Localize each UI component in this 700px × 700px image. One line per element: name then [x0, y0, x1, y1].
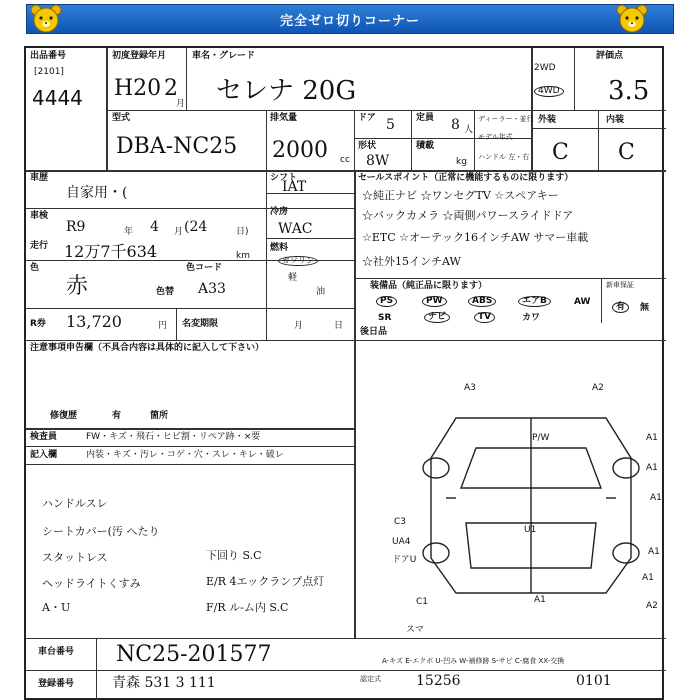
remark-line: スタットレス	[42, 551, 108, 564]
entry-label: 記入欄	[30, 450, 58, 460]
first-reg-month: 2	[164, 76, 178, 101]
day-unit: 日)	[236, 227, 249, 237]
equip-abs: ABS	[468, 296, 496, 307]
capacity-label: 定員	[416, 113, 435, 123]
shift-value: IAT	[282, 179, 307, 195]
equip-navi: ナビ	[424, 312, 450, 323]
mileage-value: 12万7千634	[64, 242, 158, 261]
shape-value: 8W	[366, 153, 390, 169]
repair-has: 有	[112, 411, 122, 421]
lot-code: [2101]	[34, 67, 64, 77]
doors-value: 5	[386, 117, 395, 133]
damage-mark: A1	[650, 493, 662, 503]
equip-airbag: エアB	[518, 296, 551, 307]
lot-number: 4444	[32, 86, 83, 110]
damage-mark: A2	[646, 601, 658, 611]
dealer-label: ディーラー・並行	[478, 115, 534, 123]
grade-label: 評価点	[596, 51, 624, 61]
sale-point-line: ☆ETC ☆オーテック16インチAW サマー車載	[362, 231, 589, 244]
damage-mark: A1	[648, 547, 660, 557]
shape-label: 形状	[358, 141, 377, 151]
fuel-gas: ガソリン	[278, 256, 318, 266]
exterior-grade: C	[552, 140, 569, 165]
shift-label: シフト	[270, 173, 298, 183]
chassis-number: NC25-201577	[116, 642, 272, 667]
fuel-oil: 油	[316, 287, 326, 297]
displacement-label: 排気量	[270, 113, 298, 123]
name-change-day: 日	[334, 321, 344, 331]
damage-mark: P/W	[532, 433, 550, 443]
damage-mark: A2	[592, 383, 604, 393]
damage-mark: ドアU	[392, 555, 417, 565]
handle-label: ハンドル 左・右	[478, 153, 530, 161]
first-reg-label: 初度登録年月	[112, 51, 167, 61]
bear-mascot-icon	[28, 2, 64, 38]
equipment-label: 装備品（純正品に限ります）	[370, 281, 488, 291]
model-label: 型式	[112, 113, 131, 123]
equip-tv: TV	[474, 312, 495, 323]
remark-line: ヘッドライトくすみ	[42, 577, 141, 590]
kg-unit: kg	[456, 157, 467, 167]
interior-label: 内装	[606, 115, 625, 125]
damage-mark: A1	[646, 433, 658, 443]
capacity-value: 8	[451, 117, 460, 133]
damage-mark: C1	[416, 597, 429, 607]
fuel-label: 燃料	[270, 243, 289, 253]
equip-ps: PS	[376, 296, 397, 307]
month-unit: 月	[176, 99, 186, 109]
recognition-number: 15256	[416, 673, 461, 689]
damage-mark: A1	[534, 595, 546, 605]
damage-mark: A1	[642, 573, 654, 583]
fuel-light: 軽	[288, 273, 298, 283]
model-year-label: モデル年式	[478, 133, 513, 141]
remark-right: F/R ル-ム内 S.C	[206, 601, 289, 614]
sale-point-line: ☆社外15インチAW	[362, 255, 461, 268]
registration-number: 青森 531 3 111	[112, 675, 216, 691]
remark-line: シートカバー(汚 へたり	[42, 525, 160, 538]
4wd-label: 4WD	[534, 86, 564, 97]
header-bar	[26, 4, 674, 34]
color-change-label: 色替	[156, 287, 175, 297]
new-car-warranty-label: 新車保証	[606, 281, 634, 289]
remark-line: ハンドルスレ	[42, 497, 108, 510]
car-use-value: 自家用・(	[66, 185, 128, 201]
sale-point-line: ☆バックカメラ ☆両側パワースライドドア	[362, 209, 574, 222]
year-unit: 年	[124, 227, 134, 237]
sale-points-label: セールスポイント（正常に機能するものに限ります）	[358, 173, 574, 183]
ac-value: WAC	[278, 221, 313, 237]
chassis-label: 車台番号	[38, 647, 75, 657]
damage-mark: U1	[524, 525, 537, 535]
recognition-label: 認定式	[360, 675, 381, 683]
inspection-label: 車検	[30, 211, 49, 221]
displacement-value: 2000	[272, 138, 328, 163]
inspector-label: 検査員	[30, 432, 58, 442]
doors-label: ドア	[358, 113, 376, 123]
equip-pw: PW	[422, 296, 447, 307]
interior-grade: C	[618, 140, 635, 165]
equip-sr: SR	[378, 313, 392, 323]
name-change-month: 月	[294, 321, 304, 331]
car-name-label: 車名・グレード	[192, 51, 256, 61]
inspector-exterior-items: FW・キズ・飛石・ヒビ割・リペア跡・×要	[86, 432, 261, 442]
yen-unit: 円	[158, 321, 168, 331]
ac-label: 冷房	[270, 207, 289, 217]
first-reg-year: H20	[114, 76, 162, 101]
damage-mark: スマ	[406, 625, 424, 635]
damage-mark: A1	[646, 463, 658, 473]
inspection-day: (24	[184, 219, 208, 235]
inspection-sheet	[24, 46, 664, 700]
repair-place: 箇所	[150, 411, 169, 421]
damage-legend: A-キズ E-エクボ U-凹み W-補修跡 S-サビ C-腐食 XX-交換	[382, 657, 565, 665]
damage-mark: A3	[464, 383, 476, 393]
bottom-date: 0101	[576, 673, 612, 689]
bear-mascot-icon	[614, 2, 650, 38]
recycle-label: R券	[30, 319, 46, 329]
model-value: DBA-NC25	[116, 134, 238, 159]
color-code: A33	[198, 281, 226, 297]
color-value: 赤	[66, 274, 89, 299]
color-code-label: 色コード	[186, 263, 223, 273]
mileage-label: 走行	[30, 241, 49, 251]
damage-diagram	[406, 378, 656, 628]
equip-aw: AW	[574, 297, 591, 307]
registration-label: 登録番号	[38, 679, 75, 689]
lot-label: 出品番号	[30, 51, 67, 61]
warranty-yes: 有	[612, 302, 629, 313]
exterior-label: 外装	[538, 115, 557, 125]
cc-unit: cc	[340, 155, 350, 165]
2wd-label: 2WD	[534, 63, 556, 73]
damage-mark: UA4	[392, 537, 411, 547]
sale-point-line: ☆純正ナビ ☆ワンセグTV ☆スペアキー	[362, 189, 559, 202]
warranty-no: 無	[640, 303, 650, 313]
page-title: 完全ゼロ切りコーナー	[279, 13, 420, 29]
inspection-month: 4	[150, 219, 159, 235]
remark-line: A・U	[42, 601, 71, 614]
load-label: 積載	[416, 141, 435, 151]
car-name: セレナ 20G	[216, 76, 357, 106]
remark-right: 下回り S.C	[206, 549, 262, 562]
equip-leather: カワ	[522, 313, 541, 323]
km-unit: km	[236, 251, 250, 261]
month-unit: 月	[174, 227, 184, 237]
notes-label: 注意事項申告欄（不具合内容は具体的に記入して下さい）	[30, 343, 265, 353]
color-label: 色	[30, 263, 40, 273]
repair-history-label: 修復歴	[50, 411, 78, 421]
name-change-label: 名変期限	[182, 319, 219, 329]
rear-items-label: 後日品	[360, 327, 388, 337]
car-use-label: 車歴	[30, 173, 49, 183]
grade-value: 3.5	[608, 76, 650, 106]
inspector-interior-items: 内装・キズ・汚レ・コゲ・穴・スレ・キレ・破レ	[86, 450, 284, 460]
remark-right: E/R 4エックランプ点灯	[206, 575, 325, 588]
inspection-era: R9	[66, 219, 86, 235]
person-unit: 人	[464, 125, 474, 135]
damage-mark: C3	[394, 517, 407, 527]
recycle-value: 13,720	[66, 312, 122, 331]
